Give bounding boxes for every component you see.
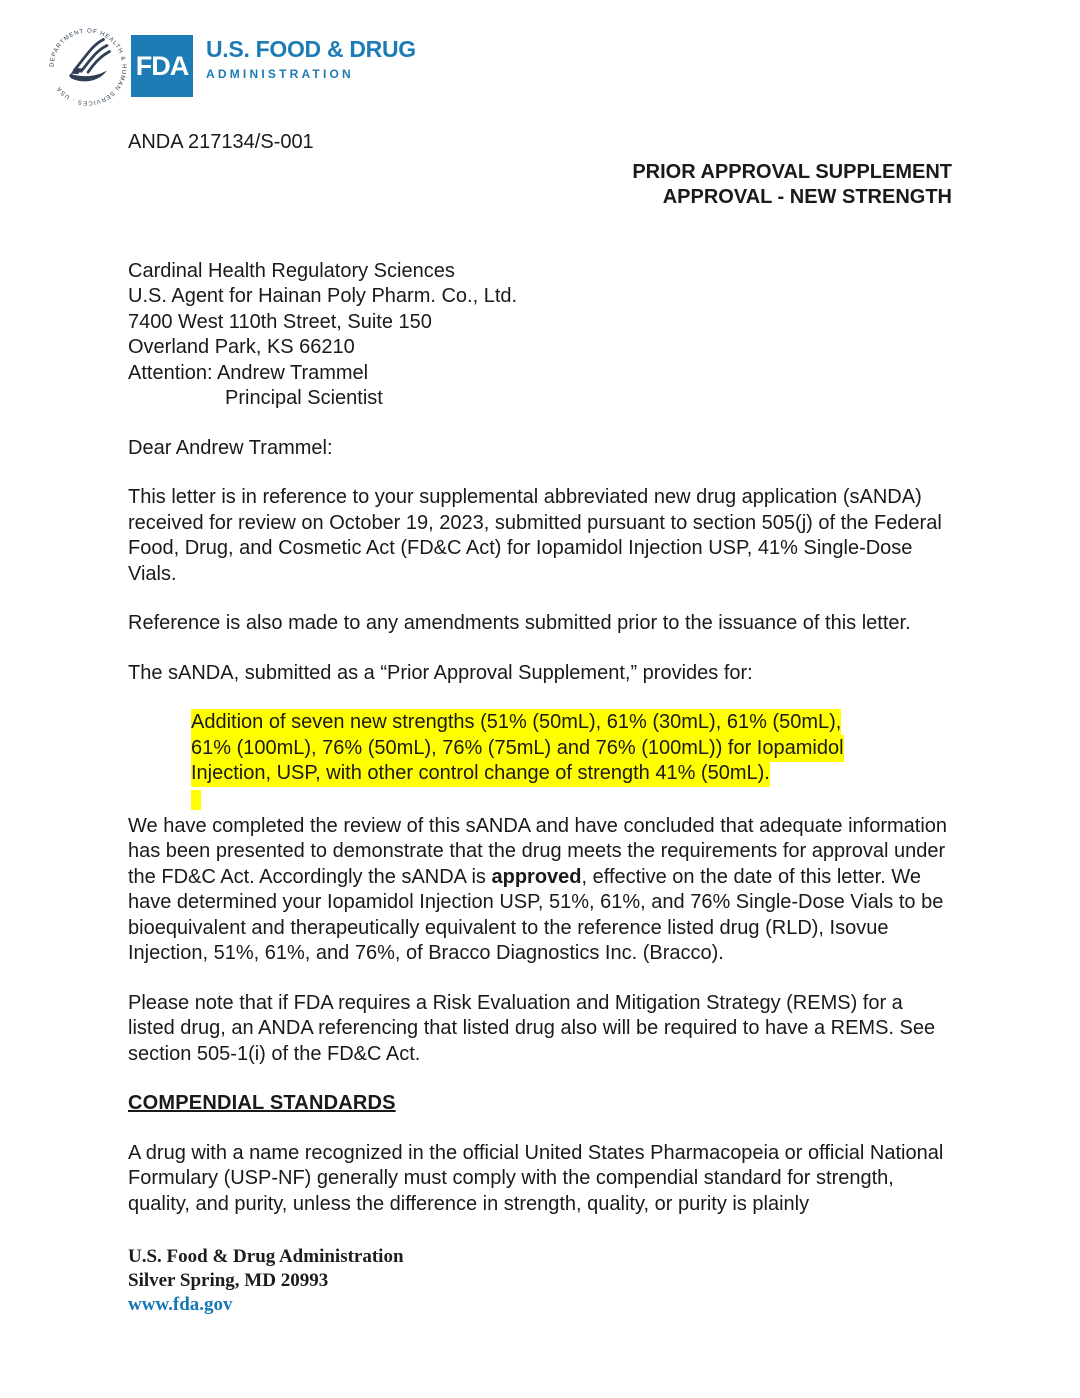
fda-wordmark-line1: U.S. FOOD & DRUG [206, 36, 416, 62]
highlighted-provision [191, 710, 881, 810]
paragraph-rems: Please note that if FDA requires a Risk Evaluation and Mitigation Strategy (REMS) for a listed drug, an ANDA referencing that listed drug also will be required to have a REMS. See section 505-1(i) of the FD&C Act. [128, 991, 936, 1065]
application-number: ANDA 217134/S-001 [128, 131, 314, 153]
highlight-stub [191, 790, 201, 810]
letter-title [128, 160, 952, 211]
paragraph-approval-rest: , effective on the date of this letter. We have determined your Iopamidol Injection USP, 51%, 61%, and 76% Single-Dose Vials to be bioequivalent and therapeutically equivalent to the reference listed drug (RLD), Isovue Injection, 51%, 61%, and 76%, of Bracco Diagnostics Inc. (Bracco). [128, 865, 944, 964]
footer-agency-address: Silver Spring, MD 20993 [128, 1270, 329, 1291]
recipient-street: 7400 West 110th Street, Suite 150 [128, 310, 432, 333]
paragraph-approval [128, 814, 952, 967]
svg-text:DEPARTMENT OF HEALTH & HUMAN S [50, 29, 127, 106]
paragraph-provides: The sANDA, submitted as a “Prior Approval Supplement,” provides for: [128, 661, 753, 684]
footer-agency-name: U.S. Food & Drug Administration [128, 1246, 404, 1267]
paragraph-amendments: Reference is also made to any amendments submitted prior to the issuance of this letter. [128, 612, 911, 634]
paragraph-reference: This letter is in reference to your supplemental abbreviated new drug application (sANDA) received for review on October 19, 2023, submitted pursuant to section 505(j) of the Federal Food, Drug, and Cosmetic Act (FD&C Act) for Iopamidol Injection USP, 41% Single-Dose Vials. [128, 486, 942, 585]
recipient-agent: U.S. Agent for Hainan Poly Pharm. Co., Ltd. [128, 285, 518, 307]
fda-logo-square [131, 35, 193, 97]
letter-title-line1: PRIOR APPROVAL SUPPLEMENT [632, 160, 952, 183]
letter-body [0, 130, 1080, 1317]
recipient-city: Overland Park, KS 66210 [128, 336, 355, 358]
fda-logo-acronym: FDA [135, 51, 189, 81]
recipient-company: Cardinal Health Regulatory Sciences [128, 259, 455, 282]
hhs-eagle-icon [74, 39, 109, 72]
salutation: Dear Andrew Trammel: [128, 436, 333, 459]
hhs-eagle-head [71, 68, 82, 74]
fda-wordmark [206, 36, 416, 81]
recipient-address-block [128, 259, 952, 412]
letter-title-line2: APPROVAL - NEW STRENGTH [662, 186, 952, 208]
highlighted-provision-text: Addition of seven new strengths (51% (50mL), 61% (30mL), 61% (50mL), 61% (100mL), 76% (50mL), 76% (75mL) and 76% (100mL)) for Iopamidol Injection, USP, with other control change of strength 41% (50mL). [191, 709, 844, 787]
hhs-seal-icon [45, 24, 131, 110]
page-footer [128, 1245, 952, 1317]
approved-emphasis: approved [491, 865, 582, 888]
recipient-attention: Attention: Andrew Trammel [128, 361, 369, 384]
footer-website-link[interactable]: www.fda.gov [128, 1294, 233, 1315]
recipient-attention-title: Principal Scientist [225, 387, 383, 409]
section-heading-compendial-standards: COMPENDIAL STANDARDS [128, 1092, 396, 1114]
fda-letterhead [0, 0, 1080, 112]
paragraph-approval-lead: We have completed the review of this sANDA and have concluded that adequate information has been presented to demonstrate that the drug meets the requirements for approval under the FD&C Act. Accordingly the sANDA is [128, 814, 948, 888]
fda-wordmark-line2: ADMINISTRATION [206, 67, 354, 81]
hhs-seal-ring-text: DEPARTMENT OF HEALTH & HUMAN SERVICES · USA [49, 28, 127, 106]
paragraph-compendial: A drug with a name recognized in the official United States Pharmacopeia or official National Formulary (USP-NF) generally must comply with the compendial standard for strength, quality, and purity, unless the difference in strength, quality, or purity is plainly [128, 1141, 944, 1215]
